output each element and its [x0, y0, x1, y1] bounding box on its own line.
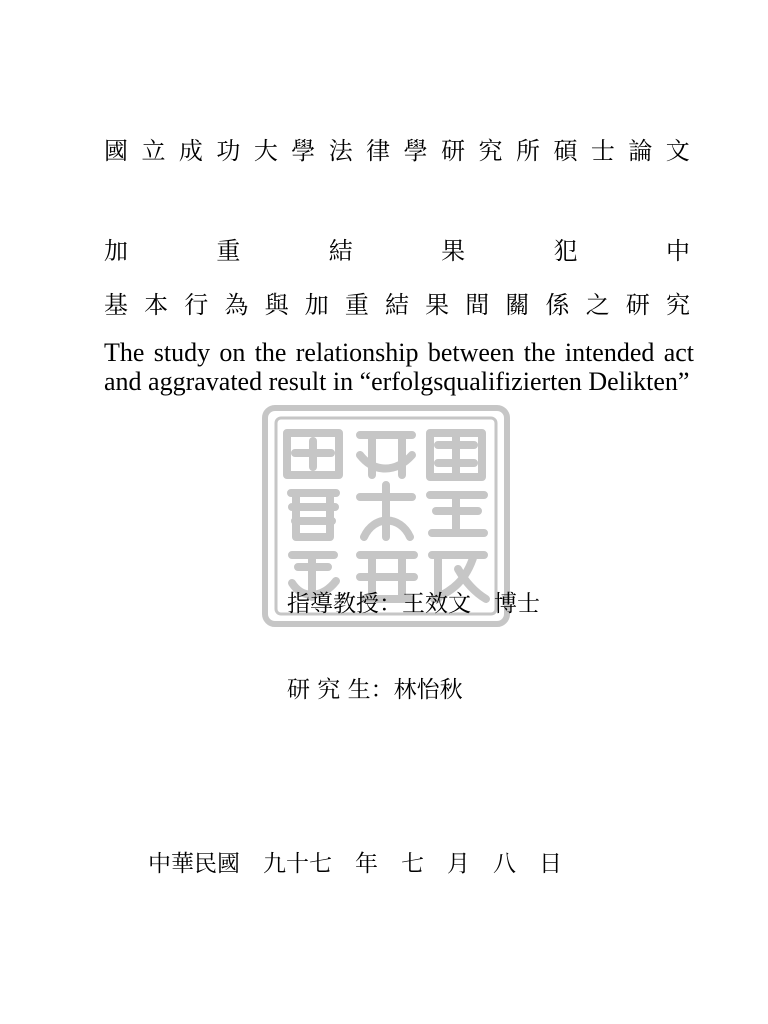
thesis-title-chinese-line-2 [104, 291, 690, 319]
thesis-title-chinese-line-1 [104, 237, 690, 265]
university-char: 所 [515, 137, 540, 165]
title-char: 果 [441, 237, 466, 265]
university-char: 成 [178, 137, 203, 165]
seal-column-3 [430, 433, 486, 599]
university-heading [104, 137, 690, 165]
title-char: 果 [425, 291, 450, 319]
title-char: 重 [344, 291, 369, 319]
title-char: 加 [304, 291, 329, 319]
university-char: 律 [366, 137, 391, 165]
university-char: 法 [328, 137, 353, 165]
university-char: 國 [104, 137, 128, 165]
title-char: 結 [384, 291, 409, 319]
university-char: 論 [628, 137, 653, 165]
university-char: 碩 [553, 137, 578, 165]
title-char: 研 [625, 291, 650, 319]
title-char: 中 [665, 237, 690, 265]
university-char: 大 [253, 137, 278, 165]
seal-column-1 [287, 433, 339, 597]
advisor-line: 指導教授：王效文 博士 [287, 591, 540, 617]
date-line: 中華民國 九十七 年 七 月 八 日 [148, 851, 562, 877]
university-char: 士 [590, 137, 615, 165]
title-char: 加 [104, 237, 128, 265]
title-char: 之 [585, 291, 610, 319]
university-char: 學 [291, 137, 316, 165]
seal-column-2 [360, 435, 414, 599]
university-char: 研 [441, 137, 466, 165]
title-char: 本 [144, 291, 169, 319]
university-char: 究 [478, 137, 503, 165]
university-char: 功 [216, 137, 241, 165]
university-char: 立 [141, 137, 166, 165]
university-char: 文 [665, 137, 690, 165]
university-char: 學 [403, 137, 428, 165]
title-char: 基 [104, 291, 128, 319]
title-char: 關 [505, 291, 530, 319]
title-char: 行 [184, 291, 209, 319]
title-char: 犯 [553, 237, 578, 265]
thesis-title-english: The study on the relationship between the intended act and aggravated result in “erfolgsqualifizierten Delikten” [104, 338, 694, 396]
title-char: 係 [545, 291, 570, 319]
title-char: 間 [465, 291, 490, 319]
title-char: 結 [328, 237, 353, 265]
student-line: 研 究 生：林怡秋 [287, 677, 463, 703]
title-char: 究 [665, 291, 690, 319]
title-char: 為 [224, 291, 249, 319]
title-char: 重 [216, 237, 241, 265]
title-char: 與 [264, 291, 289, 319]
